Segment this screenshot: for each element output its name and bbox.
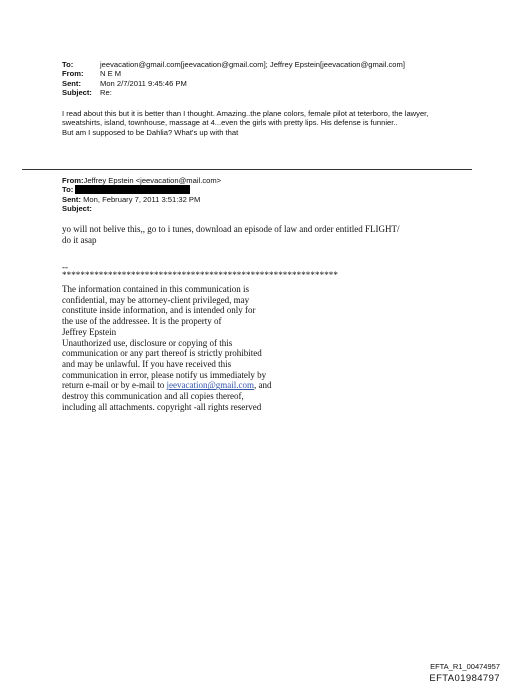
- redaction-bar: [75, 185, 190, 194]
- from-value: N E M: [100, 69, 122, 79]
- quoted-from-value-a: Jeffrey Epstein <jeevacation@: [83, 176, 187, 185]
- body-paragraph: I read about this but it is better than I thought. Amazing..the plane colors, female pilot at teterboro, the lawyer, sweatshirts, island, townhouse, massage at 4...even the girls with pretty lips. His defense is funnier..: [62, 109, 429, 128]
- first-email-header: [62, 60, 405, 97]
- separator-rule: [22, 169, 472, 170]
- subject-row: [62, 88, 405, 97]
- disclaimer-line: including all attachments. copyright -all rights reserved: [62, 401, 262, 412]
- quoted-to-label: To:: [62, 185, 74, 195]
- disclaimer-line: Jeffrey Epstein: [62, 326, 117, 337]
- disclaimer-line: constitute inside information, and is intended only for: [62, 305, 256, 316]
- signature-dashes: --: [62, 262, 68, 272]
- disclaimer-line: The information contained in this communication is: [62, 284, 249, 294]
- confidentiality-disclaimer: [62, 284, 322, 412]
- quoted-subject-row: [62, 204, 221, 213]
- quoted-subject-label: Subject:: [62, 203, 92, 213]
- disclaimer-line: [62, 380, 322, 391]
- body-paragraph: But am I supposed to be Dahlia? What's up with that: [62, 127, 239, 137]
- quoted-body-line: yo will not belive this,, go to i tunes, download an episode of law and order entitled FLIGHT/: [62, 224, 400, 234]
- disclaimer-line: communication or any part thereof is strictly prohibited: [62, 348, 262, 359]
- quoted-sent-label: Sent:: [62, 194, 81, 204]
- quoted-email-body: [62, 224, 462, 246]
- footer-reference-1: EFTA_R1_00474957: [430, 662, 500, 671]
- quoted-body-line: do it asap: [62, 235, 97, 246]
- quoted-email-header: [62, 176, 221, 213]
- from-label: From:: [62, 69, 84, 79]
- disclaimer-text: , and: [253, 380, 272, 391]
- quoted-to-row: [62, 185, 221, 194]
- to-value: jeevacation@gmail.com[jeevacation@gmail.com]; Jeffrey Epstein[jeevacation@gmail.com]: [100, 60, 405, 69]
- disclaimer-line: communication in error, please notify us immediately by: [62, 369, 267, 380]
- disclaimer-line: destroy this communication and all copies thereof,: [62, 391, 244, 402]
- disclaimer-line: and may be unlawful. If you have received this: [62, 358, 232, 369]
- to-label: To:: [62, 60, 74, 69]
- quoted-from-row: [62, 176, 221, 185]
- subject-value: Re:: [100, 87, 112, 97]
- first-email-body: [62, 109, 454, 137]
- quoted-from-label: From:: [62, 176, 84, 185]
- email-link[interactable]: jeevacation@gmail.com: [166, 380, 254, 391]
- sent-label: Sent:: [62, 78, 81, 88]
- sent-value: Mon 2/7/2011 9:45:46 PM: [100, 78, 187, 88]
- disclaimer-line: the use of the addressee. It is the property of: [62, 316, 222, 327]
- sent-row: [62, 79, 405, 88]
- quoted-sent-value: Mon, February 7, 2011 3:51:32 PM: [83, 194, 201, 204]
- quoted-sent-row: [62, 195, 221, 204]
- quoted-from-value-b: mail.com>: [186, 176, 222, 185]
- subject-label: Subject:: [62, 87, 92, 97]
- disclaimer-line: Unauthorized use, disclosure or copying of this: [62, 337, 233, 348]
- disclaimer-text: return e-mail or by e-mail to: [62, 380, 167, 391]
- to-row: [62, 60, 405, 69]
- from-row: [62, 69, 405, 78]
- footer-reference-2: EFTA01984797: [429, 673, 500, 684]
- signature-stars: ************************************************************: [62, 270, 338, 280]
- disclaimer-line: confidential, may be attorney-client privileged, may: [62, 294, 250, 305]
